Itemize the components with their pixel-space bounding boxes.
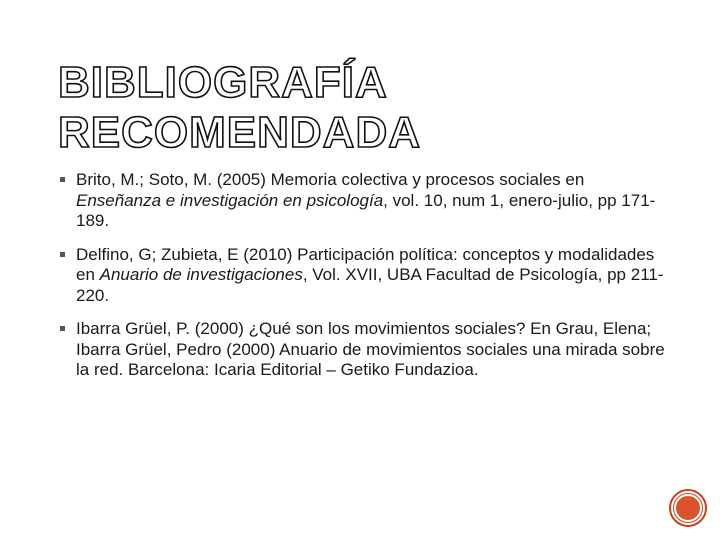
- bullet-icon: [60, 326, 65, 331]
- page-title: [58, 58, 421, 158]
- reference-details: , vol. 10, num 1, enero-julio, pp 171-189.: [76, 190, 656, 230]
- reference-list: [58, 170, 668, 394]
- bullet-icon: [60, 252, 65, 257]
- reference-item: [58, 319, 668, 381]
- reference-source: Anuario de investigaciones: [99, 265, 303, 284]
- title-line-2: RECOMENDADA: [58, 108, 421, 157]
- circle-nav-icon[interactable]: [669, 489, 707, 527]
- reference-details: , Vol. XVII, UBA Facultad de Psicología, pp 211-220.: [76, 265, 664, 305]
- reference-source: Enseñanza e investigación en psicología: [76, 190, 384, 210]
- title-line-1: BIBLIOGRAFÍA: [58, 58, 388, 107]
- reference-text: Ibarra Grüel, P. (2000) ¿Qué son los movimientos sociales? En Grau, Elena; Ibarra Grüel, Pedro (2000) Anuario de movimientos sociales una mirada sobre la red. Barcelona: Icaria Editorial – Getiko Fundazioa.: [76, 319, 665, 379]
- circle-nav-inner: [674, 494, 702, 522]
- reference-text: Delfino, G; Zubieta, E (2010) Participación política: conceptos y modalidades en: [76, 244, 655, 284]
- reference-item: [58, 170, 668, 232]
- bullet-icon: [60, 177, 65, 182]
- reference-text: Brito, M.; Soto, M. (2005) Memoria colectiva y procesos sociales en: [76, 170, 585, 189]
- reference-item: [58, 245, 668, 307]
